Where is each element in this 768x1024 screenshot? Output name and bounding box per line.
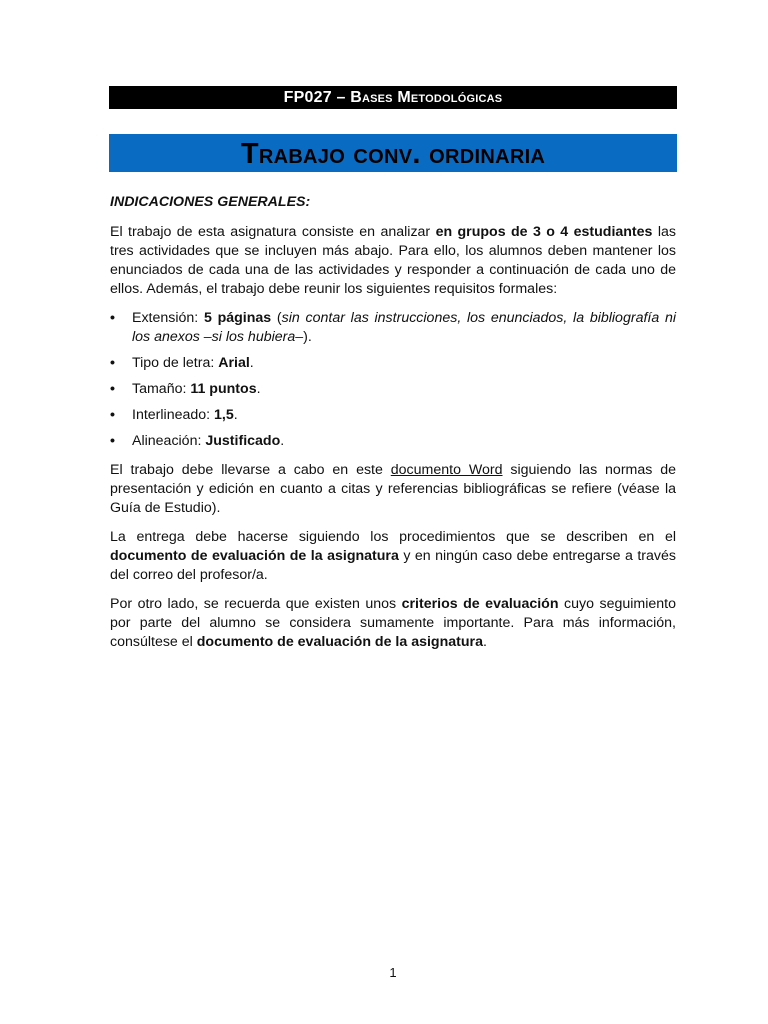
assignment-title-bar: [109, 134, 677, 172]
requirements-list: [110, 309, 676, 451]
bullet-icon: •: [110, 355, 115, 371]
word-document-paragraph: [110, 461, 676, 518]
criteria-text-2: cuyo seguimiento por parte del alumno se considera sumamente importante. Para más información, consúltese el: [110, 596, 676, 650]
delivery-paragraph: [110, 528, 676, 585]
requirement-end: .: [233, 407, 238, 423]
course-title: FP027 – Bases Metodológicas: [283, 89, 503, 106]
criteria-paragraph: [110, 595, 676, 652]
requirement-label: Alineación:: [132, 433, 206, 449]
requirement-value: 11 puntos: [190, 381, 257, 397]
bullet-icon: •: [110, 407, 115, 423]
requirement-value: 5 páginas: [203, 310, 272, 326]
list-item-font: [110, 354, 676, 373]
evaluation-document-ref-2: documento de evaluación de la asignatura: [196, 634, 483, 650]
list-item-size: [110, 380, 676, 399]
requirement-note: sin contar las instrucciones, los enunciados, la bibliografía ni los anexos –si los hubiera–: [132, 310, 676, 345]
requirement-value: Arial: [218, 355, 250, 371]
document-body: [110, 193, 676, 662]
requirement-value: Justificado: [205, 433, 281, 449]
requirement-note-open: (: [271, 310, 282, 326]
word-document-link[interactable]: documento Word: [390, 462, 503, 478]
evaluation-criteria-ref: criterios de evaluación: [401, 596, 559, 612]
intro-paragraph: [110, 223, 676, 299]
criteria-text-1: Por otro lado, se recuerda que existen unos: [110, 596, 402, 612]
bullet-icon: •: [110, 433, 115, 449]
requirement-label: Interlineado:: [132, 407, 215, 423]
intro-text-1: El trabajo de esta asignatura consiste en analizar: [110, 224, 436, 240]
list-item-extension: [110, 309, 676, 347]
requirement-label: Tipo de letra:: [132, 355, 219, 371]
requirement-label: Extensión:: [132, 310, 204, 326]
requirement-end: .: [256, 381, 261, 397]
section-heading: INDICACIONES GENERALES:: [110, 194, 311, 210]
page-number: 1: [389, 965, 397, 980]
delivery-text-1: La entrega debe hacerse siguiendo los procedimientos que se describen en el: [110, 529, 676, 545]
list-item-alignment: [110, 432, 676, 451]
requirement-end: .: [249, 355, 254, 371]
word-text-1: El trabajo debe llevarse a cabo en este: [110, 462, 391, 478]
bullet-icon: •: [110, 381, 115, 397]
intro-text-2: las tres actividades que se incluyen más abajo. Para ello, los alumnos deben mantener los enunciados de cada una de las actividades y responder a continuación de cada uno de ellos. Además, el trabajo debe reunir los siguientes requisitos formales:: [110, 224, 676, 297]
list-item-spacing: [110, 406, 676, 425]
assignment-title: Trabajo conv. ordinaria: [240, 138, 546, 170]
requirement-value: 1,5: [214, 407, 234, 423]
bullet-icon: •: [110, 310, 115, 326]
requirement-label: Tamaño:: [132, 381, 191, 397]
evaluation-document-ref: documento de evaluación de la asignatura: [110, 548, 399, 564]
intro-group-size: en grupos de 3 o 4 estudiantes: [435, 224, 653, 240]
word-text-2: siguiendo las normas de presentación y edición en cuanto a citas y referencias bibliográficas se refiere (véase la Guía de Estudio).: [110, 462, 677, 516]
requirement-note-close: ).: [303, 329, 312, 345]
requirement-end: .: [280, 433, 285, 449]
delivery-text-2: y en ningún caso debe entregarse a través del correo del profesor/a.: [110, 548, 676, 583]
criteria-text-3: .: [482, 634, 487, 650]
course-header-bar: [109, 86, 677, 109]
